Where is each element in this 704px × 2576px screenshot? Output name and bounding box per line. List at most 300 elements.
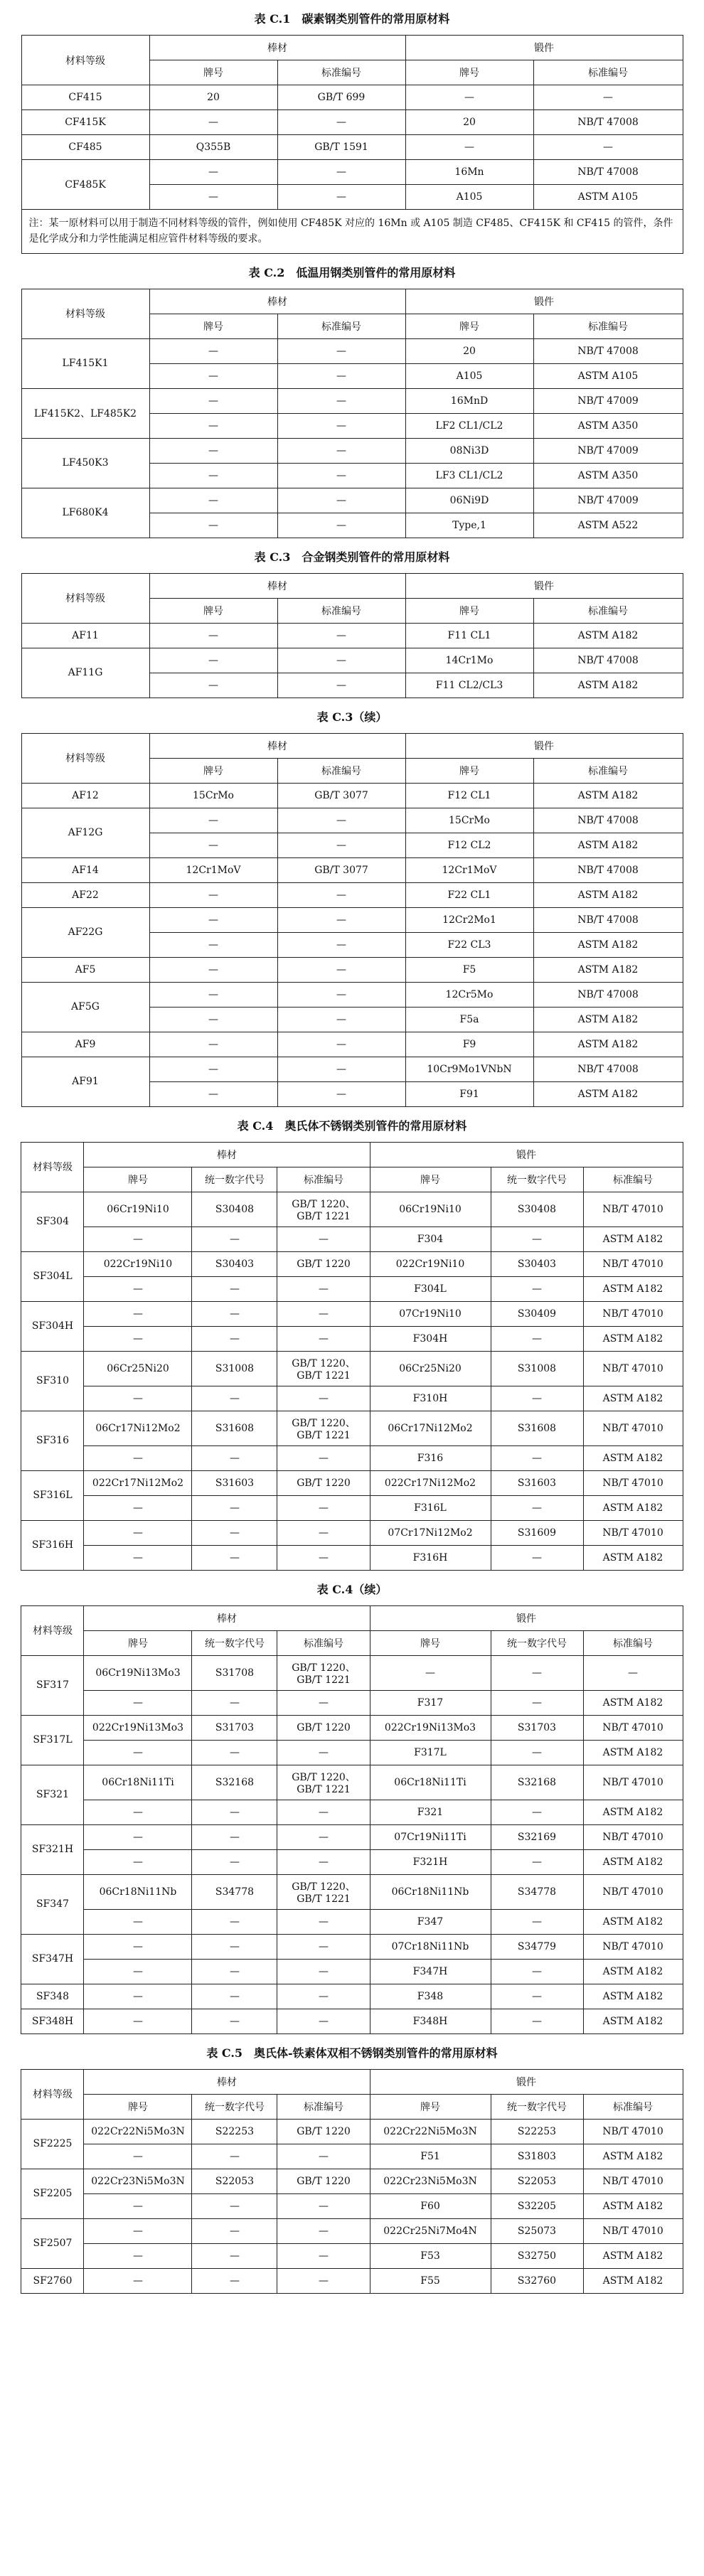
- cell: —: [491, 1276, 583, 1301]
- header-brand: 牌号: [84, 1167, 192, 1192]
- cell: 06Ni9D: [405, 488, 533, 513]
- cell: ASTM A182: [583, 2144, 683, 2169]
- cell: —: [491, 1226, 583, 1251]
- cell: —: [84, 1276, 192, 1301]
- table-c3-cont-caption: 表 C.3（续）: [316, 710, 388, 724]
- cell: 022Cr23Ni5Mo3N: [84, 2169, 192, 2193]
- cell: —: [192, 1520, 277, 1545]
- header-bar: 棒材: [149, 289, 405, 314]
- cell: 15CrMo: [149, 783, 277, 808]
- header-forging: 锻件: [370, 2069, 683, 2094]
- cell: GB/T 1220、GB/T 1221: [277, 1765, 370, 1800]
- cell: ASTM A182: [583, 1386, 683, 1411]
- table-header-row: [21, 733, 683, 758]
- cell: F60: [370, 2193, 491, 2218]
- cell: —: [149, 463, 277, 488]
- cell: —: [277, 1690, 370, 1715]
- cell: F55: [370, 2268, 491, 2293]
- cell: —: [192, 1984, 277, 2009]
- cell: F12 CL2: [405, 833, 533, 857]
- cell: NB/T 47008: [533, 160, 683, 185]
- cell: —: [192, 1495, 277, 1520]
- cell: —: [149, 160, 277, 185]
- cell: 022Cr25Ni7Mo4N: [370, 2218, 491, 2243]
- cell: —: [277, 1081, 405, 1106]
- cell: ASTM A182: [583, 1690, 683, 1715]
- cell: S32750: [491, 2243, 583, 2268]
- cell: —: [277, 110, 405, 135]
- header-std: 标准编号: [277, 598, 405, 623]
- cell: S32205: [491, 2193, 583, 2218]
- cell: —: [277, 1545, 370, 1570]
- cell: GB/T 1220: [277, 1715, 370, 1740]
- cell: —: [84, 1909, 192, 1934]
- table-row: [21, 2268, 683, 2293]
- table-row: [21, 1276, 683, 1301]
- cell: LF450K3: [21, 438, 149, 488]
- cell: —: [84, 1386, 192, 1411]
- grade-cell: SF317L: [21, 1715, 84, 1765]
- table-row: [21, 1351, 683, 1386]
- table-header-row: [21, 1142, 683, 1167]
- header-std: 标准编号: [533, 314, 683, 338]
- cell: AF22G: [21, 907, 149, 957]
- cell: —: [277, 673, 405, 698]
- header-std: 标准编号: [277, 60, 405, 85]
- table-row: [21, 1301, 683, 1326]
- cell: —: [277, 1301, 370, 1326]
- cell: F348: [370, 1984, 491, 2009]
- cell: CF415K: [21, 110, 149, 135]
- cell: S31803: [491, 2144, 583, 2169]
- cell: —: [149, 623, 277, 648]
- cell: —: [192, 2009, 277, 2033]
- header-bar: 棒材: [149, 733, 405, 758]
- cell: F348H: [370, 2009, 491, 2033]
- header-std: 标准编号: [277, 314, 405, 338]
- header-grade: 材料等级: [21, 573, 149, 623]
- cell: AF22: [21, 882, 149, 907]
- header-forging: 锻件: [405, 289, 683, 314]
- table-row: [21, 135, 683, 160]
- cell: S31008: [192, 1351, 277, 1386]
- header-forging: 锻件: [370, 1142, 683, 1167]
- cell: S31008: [491, 1351, 583, 1386]
- cell: NB/T 47010: [583, 1934, 683, 1959]
- table-row: [21, 1934, 683, 1959]
- cell: 06Cr17Ni12Mo2: [84, 1411, 192, 1445]
- cell: S22253: [192, 2119, 277, 2144]
- cell: F22 CL3: [405, 932, 533, 957]
- cell: 022Cr23Ni5Mo3N: [370, 2169, 491, 2193]
- cell: GB/T 1220: [277, 1470, 370, 1495]
- cell: —: [277, 1959, 370, 1984]
- header-std: 标准编号: [533, 758, 683, 783]
- cell: LF3 CL1/CL2: [405, 463, 533, 488]
- cell: —: [149, 185, 277, 210]
- cell: NB/T 47010: [583, 2119, 683, 2144]
- cell: GB/T 1220、GB/T 1221: [277, 1411, 370, 1445]
- cell: ASTM A182: [533, 1007, 683, 1032]
- cell: —: [277, 438, 405, 463]
- header-brand: 牌号: [84, 1630, 192, 1655]
- cell: ASTM A182: [583, 2268, 683, 2293]
- cell: F9: [405, 1032, 533, 1057]
- cell: S25073: [491, 2218, 583, 2243]
- header-grade: 材料等级: [21, 1142, 84, 1192]
- cell: —: [149, 932, 277, 957]
- cell: GB/T 3077: [277, 857, 405, 882]
- cell: NB/T 47009: [533, 438, 683, 463]
- cell: 022Cr19Ni10: [370, 1251, 491, 1276]
- table-row: [21, 783, 683, 808]
- cell: ASTM A182: [583, 1226, 683, 1251]
- cell: —: [277, 1226, 370, 1251]
- cell: —: [277, 1007, 405, 1032]
- cell: NB/T 47010: [583, 1715, 683, 1740]
- header-bar: 棒材: [149, 36, 405, 60]
- grade-cell: SF317: [21, 1655, 84, 1715]
- cell: —: [149, 1032, 277, 1057]
- cell: ASTM A182: [533, 833, 683, 857]
- cell: F22 CL1: [405, 882, 533, 907]
- table-row: [21, 1057, 683, 1081]
- cell: F11 CL1: [405, 623, 533, 648]
- cell: 12Cr5Mo: [405, 982, 533, 1007]
- table-row: [21, 2243, 683, 2268]
- cell: 20: [405, 110, 533, 135]
- cell: —: [192, 2268, 277, 2293]
- cell: —: [491, 1740, 583, 1765]
- cell: —: [277, 185, 405, 210]
- cell: —: [277, 982, 405, 1007]
- table-row: [21, 1326, 683, 1351]
- header-grade: 材料等级: [21, 289, 149, 338]
- cell: F51: [370, 2144, 491, 2169]
- cell: —: [277, 1800, 370, 1824]
- cell: —: [192, 1226, 277, 1251]
- table-row: [21, 1824, 683, 1849]
- table-c3: [21, 573, 683, 698]
- header-brand: 牌号: [149, 598, 277, 623]
- header-brand: 牌号: [370, 1167, 491, 1192]
- cell: —: [277, 513, 405, 538]
- table-row: [21, 882, 683, 907]
- cell: ASTM A182: [533, 783, 683, 808]
- header-brand: 牌号: [149, 60, 277, 85]
- cell: NB/T 47010: [583, 1470, 683, 1495]
- cell: AF9: [21, 1032, 149, 1057]
- header-forging: 锻件: [405, 36, 683, 60]
- cell: S34778: [491, 1874, 583, 1909]
- cell: 06Cr19Ni10: [370, 1192, 491, 1226]
- table-row: [21, 648, 683, 673]
- table-c4-cont: [21, 1605, 683, 2034]
- cell: LF415K2、LF485K2: [21, 388, 149, 438]
- table-row: [21, 388, 683, 413]
- header-digit: 统一数字代号: [491, 2094, 583, 2119]
- cell: ASTM A182: [583, 1545, 683, 1570]
- cell: —: [149, 882, 277, 907]
- cell: —: [192, 1849, 277, 1874]
- cell: —: [84, 1520, 192, 1545]
- c5-body: [21, 2119, 683, 2293]
- cell: AF14: [21, 857, 149, 882]
- cell: —: [192, 1276, 277, 1301]
- table-row: [21, 110, 683, 135]
- cell: 14Cr1Mo: [405, 648, 533, 673]
- cell: —: [491, 1984, 583, 2009]
- cell: 022Cr19Ni13Mo3: [370, 1715, 491, 1740]
- cell: 07Cr19Ni11Ti: [370, 1824, 491, 1849]
- header-bar: 棒材: [84, 1142, 370, 1167]
- cell: —: [491, 1326, 583, 1351]
- grade-cell: SF304H: [21, 1301, 84, 1351]
- table-c4: [21, 1142, 683, 1571]
- cell: NB/T 47008: [533, 338, 683, 363]
- table-row: [21, 982, 683, 1007]
- cell: —: [149, 513, 277, 538]
- cell: Type,1: [405, 513, 533, 538]
- cell: 12Cr1MoV: [149, 857, 277, 882]
- cell: —: [192, 1445, 277, 1470]
- cell: S30403: [491, 1251, 583, 1276]
- cell: —: [149, 907, 277, 932]
- table-header-row: [21, 36, 683, 60]
- cell: —: [149, 1081, 277, 1106]
- cell: NB/T 47008: [533, 1057, 683, 1081]
- cell: 06Cr19Ni13Mo3: [84, 1655, 192, 1690]
- cell: S34778: [192, 1874, 277, 1909]
- cell: 15CrMo: [405, 808, 533, 833]
- cell: S31703: [192, 1715, 277, 1740]
- cell: ASTM A522: [533, 513, 683, 538]
- table-c4-caption: 表 C.4 奥氏体不锈钢类别管件的常用原材料: [237, 1118, 467, 1133]
- table-row: [21, 1445, 683, 1470]
- header-std: 标准编号: [533, 598, 683, 623]
- cell: —: [84, 1800, 192, 1824]
- cell: —: [277, 623, 405, 648]
- cell: —: [84, 2009, 192, 2033]
- cell: NB/T 47010: [583, 1351, 683, 1386]
- cell: —: [491, 1849, 583, 1874]
- table-row: [21, 808, 683, 833]
- table-header-row: [21, 289, 683, 314]
- table-row: [21, 1386, 683, 1411]
- cell: —: [192, 1690, 277, 1715]
- cell: NB/T 47010: [583, 1520, 683, 1545]
- header-digit: 统一数字代号: [192, 2094, 277, 2119]
- table-row: [21, 1909, 683, 1934]
- cell: —: [277, 1445, 370, 1470]
- cell: S30403: [192, 1251, 277, 1276]
- cell: —: [491, 1909, 583, 1934]
- cell: S30408: [192, 1192, 277, 1226]
- cell: ASTM A182: [583, 1495, 683, 1520]
- cell: NB/T 47010: [583, 2218, 683, 2243]
- cell: —: [149, 110, 277, 135]
- cell: AF5: [21, 957, 149, 982]
- cell: —: [277, 2218, 370, 2243]
- cell: —: [277, 413, 405, 438]
- cell: —: [84, 1326, 192, 1351]
- table-row: [21, 957, 683, 982]
- table-row: [21, 1959, 683, 1984]
- cell: —: [149, 338, 277, 363]
- cell: A105: [405, 363, 533, 388]
- cell: ASTM A105: [533, 185, 683, 210]
- cell: —: [149, 957, 277, 982]
- cell: AF12: [21, 783, 149, 808]
- page: [0, 10, 704, 2294]
- cell: GB/T 1591: [277, 135, 405, 160]
- cell: 06Cr17Ni12Mo2: [370, 1411, 491, 1445]
- cell: —: [192, 1959, 277, 1984]
- cell: NB/T 47008: [533, 110, 683, 135]
- cell: S31608: [491, 1411, 583, 1445]
- header-std: 标准编号: [583, 1167, 683, 1192]
- cell: AF11: [21, 623, 149, 648]
- table-row: [21, 160, 683, 185]
- header-digit: 统一数字代号: [192, 1630, 277, 1655]
- cell: —: [149, 388, 277, 413]
- cell: 022Cr17Ni12Mo2: [84, 1470, 192, 1495]
- table-c1-caption: 表 C.1 碳素钢类别管件的常用原材料: [254, 12, 450, 26]
- cell: ASTM A182: [583, 1800, 683, 1824]
- cell: F304L: [370, 1276, 491, 1301]
- header-brand: 牌号: [149, 758, 277, 783]
- header-std: 标准编号: [277, 758, 405, 783]
- cell: —: [84, 1545, 192, 1570]
- grade-cell: SF2225: [21, 2119, 84, 2169]
- cell: Q355B: [149, 135, 277, 160]
- header-digit: 统一数字代号: [192, 1167, 277, 1192]
- cell: —: [149, 1007, 277, 1032]
- grade-cell: SF304L: [21, 1251, 84, 1301]
- cell: NB/T 47009: [533, 388, 683, 413]
- cell: —: [277, 833, 405, 857]
- cell: NB/T 47010: [583, 1824, 683, 1849]
- cell: —: [277, 1386, 370, 1411]
- cell: —: [491, 1445, 583, 1470]
- cell: ASTM A350: [533, 413, 683, 438]
- cell: —: [277, 1057, 405, 1081]
- cell: —: [277, 1326, 370, 1351]
- cell: —: [277, 1934, 370, 1959]
- cell: GB/T 1220: [277, 2119, 370, 2144]
- cell: —: [491, 1545, 583, 1570]
- cell: F310H: [370, 1386, 491, 1411]
- cell: —: [84, 1849, 192, 1874]
- cell: —: [277, 2144, 370, 2169]
- cell: —: [277, 338, 405, 363]
- cell: NB/T 47010: [583, 1874, 683, 1909]
- cell: —: [84, 2144, 192, 2169]
- cell: —: [491, 1386, 583, 1411]
- header-brand: 牌号: [405, 598, 533, 623]
- cell: —: [277, 1909, 370, 1934]
- cell: A105: [405, 185, 533, 210]
- cell: NB/T 47010: [583, 1411, 683, 1445]
- table-row: [21, 2193, 683, 2218]
- cell: F316L: [370, 1495, 491, 1520]
- cell: —: [149, 833, 277, 857]
- header-forging: 锻件: [405, 733, 683, 758]
- table-subheader-row: [21, 1630, 683, 1655]
- cell: —: [84, 1984, 192, 2009]
- table-header-row: [21, 573, 683, 598]
- cell: 07Cr19Ni10: [370, 1301, 491, 1326]
- cell: GB/T 1220、GB/T 1221: [277, 1874, 370, 1909]
- cell: GB/T 1220、GB/T 1221: [277, 1192, 370, 1226]
- cell: F91: [405, 1081, 533, 1106]
- grade-cell: SF348: [21, 1984, 84, 2009]
- cell: —: [149, 982, 277, 1007]
- cell: —: [192, 1909, 277, 1934]
- cell: —: [277, 2009, 370, 2033]
- table-row: [21, 1800, 683, 1824]
- cell: —: [277, 648, 405, 673]
- cell: —: [192, 2243, 277, 2268]
- table-c2-caption: 表 C.2 低温用钢类别管件的常用原材料: [248, 265, 456, 279]
- cell: NB/T 47008: [533, 907, 683, 932]
- cell: S22053: [192, 2169, 277, 2193]
- cell: CF485: [21, 135, 149, 160]
- table-row: [21, 1411, 683, 1445]
- cell: —: [84, 1690, 192, 1715]
- cell: 16MnD: [405, 388, 533, 413]
- cell: S31608: [192, 1411, 277, 1445]
- cell: F11 CL2/CL3: [405, 673, 533, 698]
- cell: ASTM A182: [583, 1445, 683, 1470]
- table-row: [21, 1192, 683, 1226]
- table-row: [21, 1690, 683, 1715]
- cell: —: [149, 808, 277, 833]
- cell: —: [277, 1849, 370, 1874]
- cell: 07Cr17Ni12Mo2: [370, 1520, 491, 1545]
- table-c4-cont-caption: 表 C.4（续）: [316, 1582, 388, 1596]
- cell: NB/T 47008: [533, 808, 683, 833]
- cell: ASTM A182: [533, 623, 683, 648]
- cell: —: [84, 2218, 192, 2243]
- cell: —: [405, 135, 533, 160]
- header-brand: 牌号: [149, 314, 277, 338]
- cell: 022Cr19Ni10: [84, 1251, 192, 1276]
- table-c5: [21, 2069, 683, 2294]
- cell: —: [277, 388, 405, 413]
- header-forging: 锻件: [405, 573, 683, 598]
- table-row: [21, 857, 683, 882]
- cell: F12 CL1: [405, 783, 533, 808]
- cell: NB/T 47008: [533, 982, 683, 1007]
- cell: ASTM A182: [583, 2243, 683, 2268]
- c4b-body: [21, 1655, 683, 2033]
- table-row: [21, 1545, 683, 1570]
- cell: —: [192, 1301, 277, 1326]
- cell: S34779: [491, 1934, 583, 1959]
- cell: NB/T 47010: [583, 1765, 683, 1800]
- cell: —: [192, 1386, 277, 1411]
- cell: NB/T 47010: [583, 2169, 683, 2193]
- cell: —: [149, 363, 277, 388]
- table-subheader-row: [21, 1167, 683, 1192]
- cell: —: [192, 1545, 277, 1570]
- cell: ASTM A182: [533, 882, 683, 907]
- table-header-row: [21, 2069, 683, 2094]
- cell: —: [491, 1959, 583, 1984]
- cell: GB/T 1220: [277, 1251, 370, 1276]
- cell: 12Cr2Mo1: [405, 907, 533, 932]
